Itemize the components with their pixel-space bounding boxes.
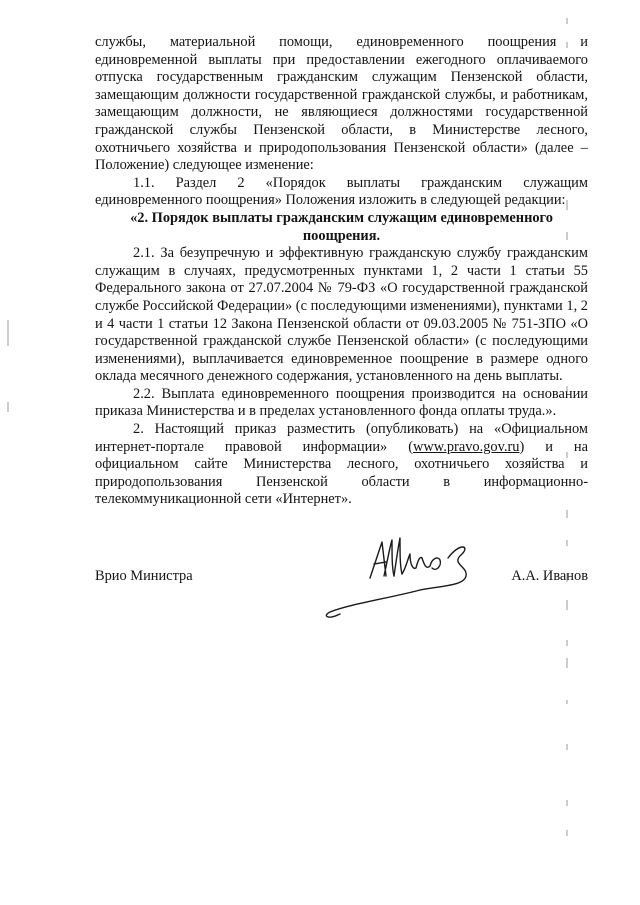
signatory-role: Врио Министра	[95, 568, 193, 584]
document-body	[95, 34, 588, 509]
pravo-link[interactable]: www.pravo.gov.ru	[413, 438, 520, 455]
paragraph-2-1: 2.1. За безупречную и эффективную гражданскую службу гражданским служащим в случаях, предусмотренных пунктами 1, 2 части 1 статьи 55 Федерального закона от 27.07.2004 № 79-ФЗ «О государственной гражданской службе Российской Федерации» (с последующими изменениями), пунктами 1, 2 и 4 части 1 статьи 12 Закона Пензенской области от 09.03.2005 № 751-ЗПО «О государственной гражданской службе Пензенской области» (с последующими изменениями), выплачивается единовременное поощрение в размере одного оклада месячного денежного содержания, установленного на день выплаты.	[95, 245, 588, 385]
publication-text-start: 2. Настоящий приказ разместить (опубликовать) на «Официальном интернет-портале правовой информации» (	[95, 421, 588, 455]
handwritten-signature	[300, 528, 500, 628]
section-heading: «2. Порядок выплаты гражданским служащим единовременного поощрения.	[130, 209, 553, 244]
paragraph-intro-continuation: службы, материальной помощи, единовременного поощрения и единовременной выплаты при предоставлении ежегодного оплачиваемого отпуска государственным гражданским служащим Пензенской области, замещающим должности государственной гражданской службы, и работникам, замещающим должности, не являющиеся должностями государственной гражданской службы Пензенской области, в Министерстве лесного, охотничьего хозяйства и природопользования Пензенской области» (далее – Положение) следующее изменение:	[95, 34, 588, 174]
paragraph-2-2: 2.2. Выплата единовременного поощрения производится на основании приказа Министерства и в пределах установленного фонда оплаты труда.».	[95, 385, 588, 420]
publication-text-end: ) и на официальном сайте Министерства лесного, охотничьего хозяйства и природопользования Пензенской области в информационно-телекоммуникационной сети «Интернет».	[95, 438, 588, 508]
paragraph-amendment-1-1: 1.1. Раздел 2 «Порядок выплаты гражданским служащим единовременного поощрения» Положения изложить в следующей редакции:	[95, 174, 588, 209]
signatory-name: А.А. Иванов	[511, 568, 588, 584]
paragraph-publication	[95, 421, 588, 509]
